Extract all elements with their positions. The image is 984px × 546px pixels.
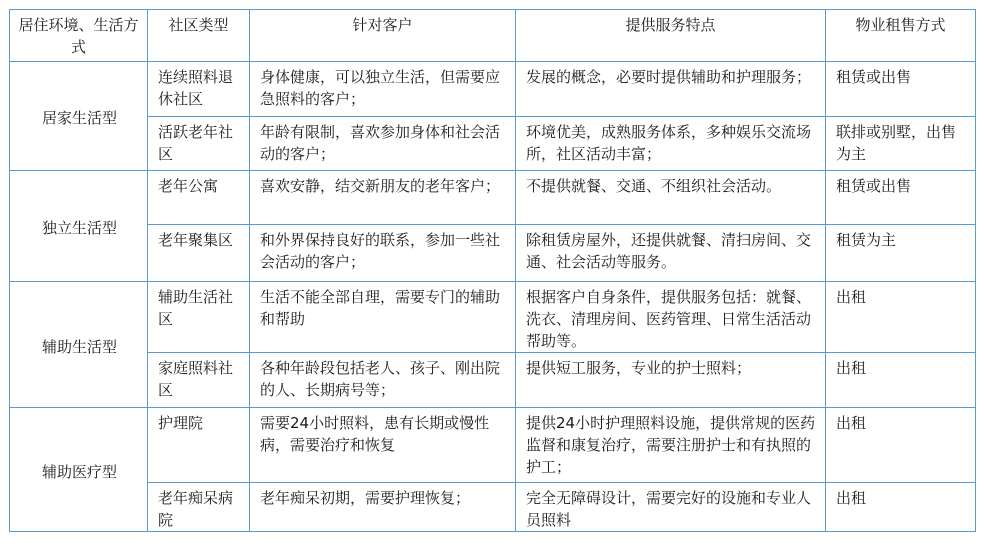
features-cell: 根据客户自身条件，提供服务包括：就餐、洗衣、清理房间、医药管理、日常生活活动帮助等。 — [516, 282, 826, 353]
group-cell: 居家生活型 — [10, 62, 148, 171]
mode-cell: 出租 — [826, 483, 976, 532]
table-row — [10, 408, 976, 483]
table-row — [10, 117, 976, 171]
features-cell: 环境优美，成熟服务体系，多种娱乐交流场所，社区活动丰富； — [516, 117, 826, 171]
customer-cell: 需要24小时照料，患有长期或慢性病，需要治疗和恢复 — [250, 408, 516, 483]
header-property-mode: 物业租售方式 — [826, 10, 976, 62]
mode-cell: 租赁为主 — [826, 225, 976, 282]
table-row — [10, 225, 976, 282]
group-cell: 独立生活型 — [10, 171, 148, 282]
features-cell: 提供24小时护理照料设施，提供常规的医药监督和康复治疗，需要注册护士和有执照的护工； — [516, 408, 826, 483]
community-type-cell: 活跃老年社区 — [148, 117, 250, 171]
mode-cell: 租赁或出售 — [826, 62, 976, 117]
customer-cell: 生活不能全部自理，需要专门的辅助和帮助 — [250, 282, 516, 353]
mode-cell: 出租 — [826, 353, 976, 408]
table-row — [10, 282, 976, 353]
mode-cell: 租赁或出售 — [826, 171, 976, 225]
community-type-cell: 老年公寓 — [148, 171, 250, 225]
table-row — [10, 171, 976, 225]
customer-cell: 喜欢安静，结交新朋友的老年客户； — [250, 171, 516, 225]
mode-cell: 出租 — [826, 408, 976, 483]
customer-cell: 各种年龄段包括老人、孩子、刚出院的人、长期病号等； — [250, 353, 516, 408]
mode-cell: 出租 — [826, 282, 976, 353]
customer-cell: 年龄有限制，喜欢参加身体和社会活动的客户； — [250, 117, 516, 171]
mode-cell: 联排或别墅，出售为主 — [826, 117, 976, 171]
elderly-community-table — [9, 9, 976, 532]
community-type-cell: 辅助生活社区 — [148, 282, 250, 353]
header-community-type: 社区类型 — [148, 10, 250, 62]
community-type-cell: 护理院 — [148, 408, 250, 483]
group-cell: 辅助生活型 — [10, 282, 148, 408]
header-target-customer: 针对客户 — [250, 10, 516, 62]
table-row — [10, 62, 976, 117]
customer-cell: 身体健康，可以独立生活，但需要应急照料的客户； — [250, 62, 516, 117]
header-service-features: 提供服务特点 — [516, 10, 826, 62]
customer-cell: 和外界保持良好的联系，参加一些社会活动的客户； — [250, 225, 516, 282]
community-type-cell: 老年痴呆病院 — [148, 483, 250, 532]
community-type-cell: 老年聚集区 — [148, 225, 250, 282]
header-living-style: 居住环境、生活方式 — [10, 10, 148, 62]
features-cell: 发展的概念，必要时提供辅助和护理服务； — [516, 62, 826, 117]
header-row — [10, 10, 976, 62]
features-cell: 不提供就餐、交通、不组织社会活动。 — [516, 171, 826, 225]
community-type-cell: 家庭照料社区 — [148, 353, 250, 408]
customer-cell: 老年痴呆初期，需要护理恢复； — [250, 483, 516, 532]
table-row — [10, 353, 976, 408]
community-type-cell: 连续照料退休社区 — [148, 62, 250, 117]
features-cell: 提供短工服务，专业的护士照料； — [516, 353, 826, 408]
group-cell: 辅助医疗型 — [10, 408, 148, 532]
table-row — [10, 483, 976, 532]
features-cell: 完全无障碍设计，需要完好的设施和专业人员照料 — [516, 483, 826, 532]
features-cell: 除租赁房屋外，还提供就餐、清扫房间、交通、社会活动等服务。 — [516, 225, 826, 282]
